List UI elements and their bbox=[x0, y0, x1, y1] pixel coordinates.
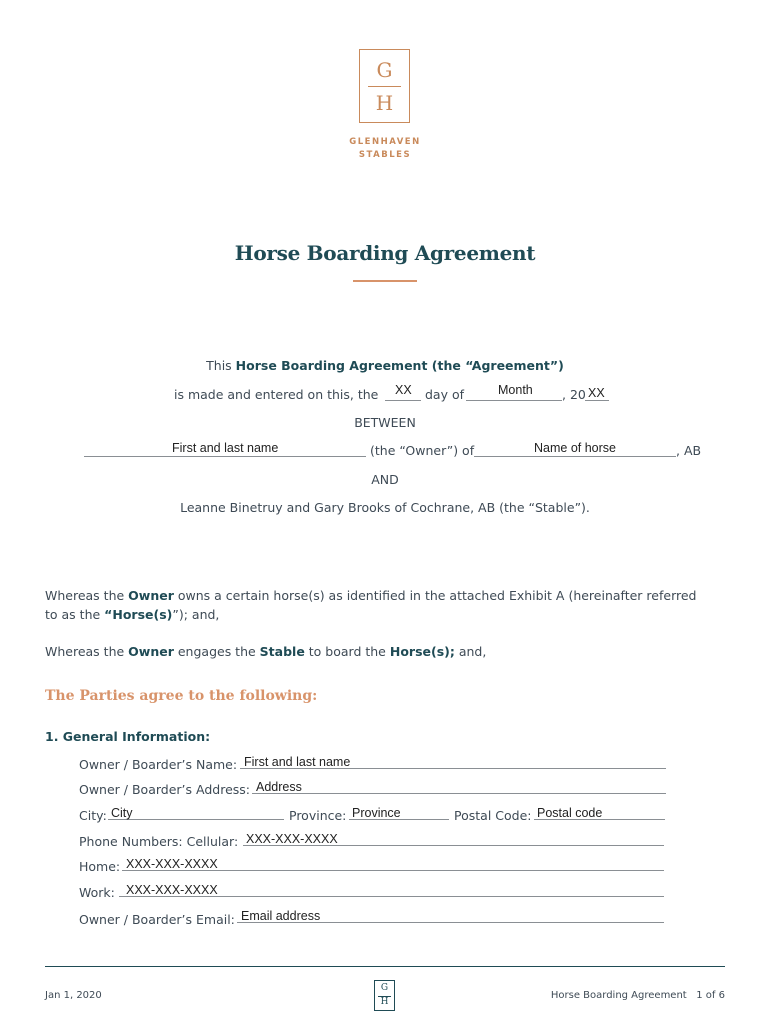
whereas1-pre: Whereas the bbox=[45, 588, 129, 603]
cellular-label: Phone Numbers: Cellular: bbox=[79, 834, 239, 849]
month-underline bbox=[466, 400, 562, 401]
logo-divider bbox=[368, 86, 401, 87]
and-label: AND bbox=[371, 472, 399, 487]
intro-agreement-bold: Horse Boarding Agreement (the “Agreement”) bbox=[235, 358, 564, 373]
section-heading: The Parties agree to the following: bbox=[45, 688, 318, 704]
home-phone-field[interactable]: XXX-XXX-XXXX bbox=[126, 857, 218, 871]
address-label: Owner / Boarder’s Address: bbox=[79, 782, 250, 797]
horse-name-underline bbox=[474, 456, 676, 457]
postal-code-field[interactable]: Postal code bbox=[537, 806, 603, 820]
province-field[interactable]: Province bbox=[352, 806, 401, 820]
owner-of-label: (the “Owner”) of bbox=[370, 443, 475, 458]
whereas1-owner: Owner bbox=[128, 588, 174, 603]
intro-line-1 bbox=[0, 358, 770, 373]
stable-line: Leanne Binetruy and Gary Brooks of Cochrane, AB (the “Stable”). bbox=[180, 500, 590, 515]
email-label: Owner / Boarder’s Email: bbox=[79, 912, 235, 927]
whereas2-horses: Horse(s); bbox=[389, 644, 455, 659]
brand-line2: STABLES bbox=[358, 150, 412, 160]
logo-mark bbox=[359, 49, 410, 123]
home-phone-label: Home: bbox=[79, 859, 121, 874]
whereas-paragraph-1-line2 bbox=[45, 607, 219, 622]
title-underline bbox=[353, 280, 417, 282]
address-field[interactable]: Address bbox=[256, 780, 302, 794]
whereas2-mid2: to board the bbox=[304, 644, 390, 659]
address-underline bbox=[252, 793, 666, 794]
owner-name-field[interactable]: First and last name bbox=[172, 441, 279, 455]
whereas2-post: and, bbox=[454, 644, 487, 659]
whereas2-owner: Owner bbox=[128, 644, 174, 659]
whereas1-line2-pre: to as the bbox=[45, 607, 105, 622]
postal-code-label: Postal Code: bbox=[454, 808, 532, 823]
footer-doc-title: Horse Boarding Agreement bbox=[550, 990, 687, 1001]
name-label: Owner / Boarder’s Name: bbox=[79, 757, 238, 772]
work-phone-field[interactable]: XXX-XXX-XXXX bbox=[126, 883, 218, 897]
name-field[interactable]: First and last name bbox=[244, 755, 351, 769]
whereas2-pre: Whereas the bbox=[45, 644, 129, 659]
city-field[interactable]: City bbox=[111, 806, 133, 820]
brand-line1: GLENHAVEN bbox=[349, 137, 421, 147]
footer-logo-letter-h: H bbox=[380, 997, 389, 1007]
day-field[interactable]: XX bbox=[395, 383, 412, 397]
year-field[interactable]: XX bbox=[588, 386, 605, 400]
month-field[interactable]: Month bbox=[498, 383, 533, 397]
brand-name bbox=[0, 136, 770, 162]
footer-divider bbox=[45, 966, 725, 967]
intro-this: This bbox=[206, 358, 236, 373]
footer-date: Jan 1, 2020 bbox=[45, 990, 102, 1001]
general-info-heading: 1. General Information: bbox=[45, 729, 211, 744]
between-label: BETWEEN bbox=[354, 415, 416, 430]
whereas-paragraph-1 bbox=[45, 588, 735, 603]
owner-name-underline bbox=[84, 456, 366, 457]
province-label: Province: bbox=[289, 808, 347, 823]
footer-logo-mark bbox=[374, 980, 395, 1011]
whereas2-mid: engages the bbox=[173, 644, 260, 659]
footer-logo-letter-g: G bbox=[380, 983, 389, 993]
whereas1-horses: “Horse(s) bbox=[104, 607, 173, 622]
year-underline bbox=[585, 400, 609, 401]
logo-letter-h: H bbox=[375, 91, 394, 115]
cellular-field[interactable]: XXX-XXX-XXXX bbox=[246, 832, 338, 846]
footer-page-info bbox=[551, 990, 725, 1001]
city-underline bbox=[108, 819, 284, 820]
intro-made-entered: is made and entered on this, the bbox=[174, 387, 379, 402]
logo-letter-g: G bbox=[376, 58, 393, 82]
whereas1-mid: owns a certain horse(s) as identified in the attached Exhibit A (hereinafter referred bbox=[173, 588, 697, 603]
whereas1-line2-post: ”); and, bbox=[172, 607, 220, 622]
intro-day-of: day of bbox=[425, 387, 465, 402]
email-field[interactable]: Email address bbox=[241, 909, 321, 923]
work-phone-label: Work: bbox=[79, 885, 115, 900]
day-underline bbox=[385, 400, 421, 401]
city-label: City: bbox=[79, 808, 107, 823]
footer-page-number: 1 of 6 bbox=[696, 990, 725, 1001]
horse-name-field[interactable]: Name of horse bbox=[534, 441, 616, 455]
province-ab: , AB bbox=[676, 443, 702, 458]
whereas-paragraph-2 bbox=[45, 644, 486, 659]
document-title: Horse Boarding Agreement bbox=[234, 241, 536, 265]
intro-year-prefix: , 20 bbox=[562, 387, 586, 402]
whereas2-stable: Stable bbox=[259, 644, 305, 659]
